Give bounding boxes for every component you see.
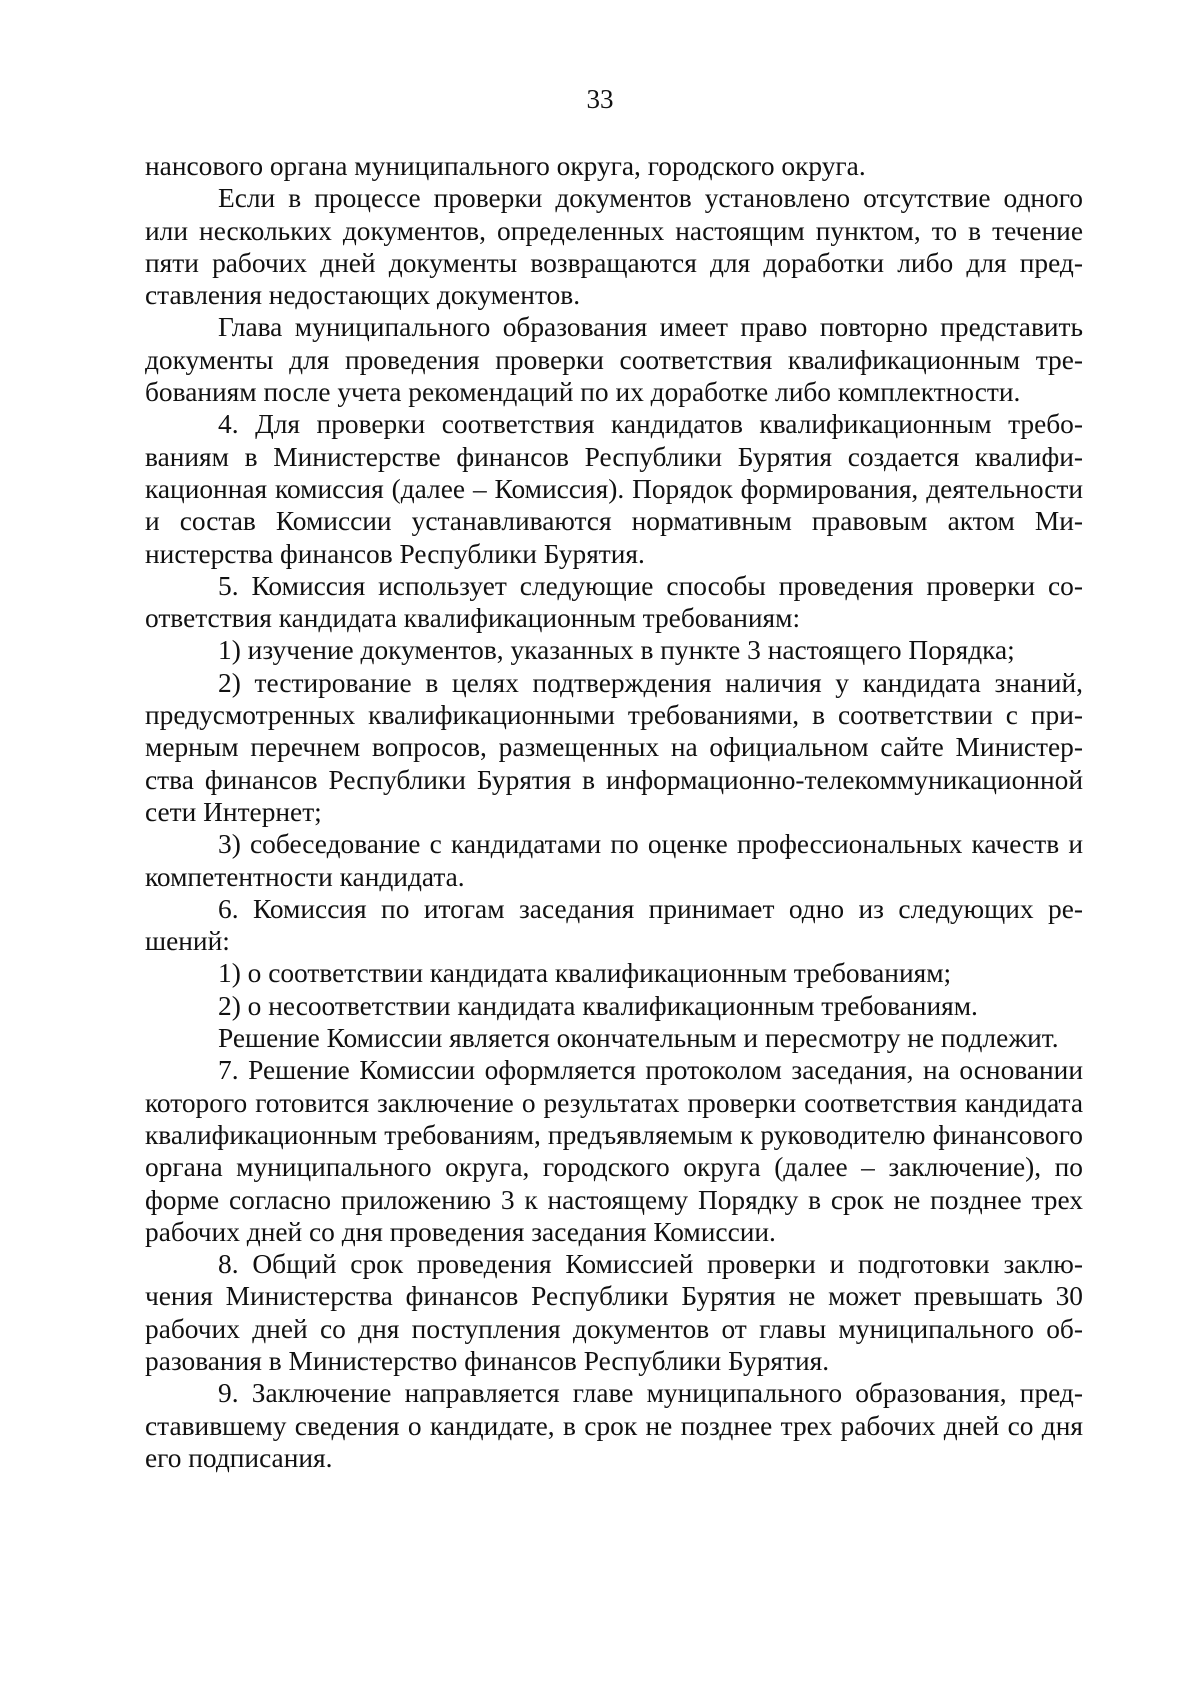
paragraph-item-6: 6. Комиссия по итогам заседания принимает одно из следующих решений: <box>145 893 1083 957</box>
paragraph-item-5-3: 3) собеседование с кандидатами по оценке профессиональных качеств и компетентности кандидата. <box>145 829 1083 892</box>
paragraph-item-7: 7. Решение Комиссии оформляется протоколом заседания, на основании которого готовится заключение о результатах проверки соответствия кандидата квалификационным требованиям, предъявляемым к руководителю финансового органа муниципального округа, городского округа (далее – заключение), по форме согласно приложению 3 к настоящему Порядку в срок не позднее трех рабочих дней со дня проведения заседания Комиссии. <box>145 1055 1083 1247</box>
paragraph-continuation: нансового органа муниципального округа, городского округа. <box>145 151 866 181</box>
paragraph-item-5: 5. Комиссия использует следующие способы проведения проверки соответствия кандидата квалификационным требованиям: <box>145 570 1083 634</box>
paragraph-missing-documents: Если в процессе проверки документов установлено отсутствие одного или нескольких документов, определенных настоящим пунктом, то в течение пяти рабочих дней документы возвращаются для доработки либо для представления недостающих документов. <box>145 183 1083 311</box>
page-number: 33 <box>586 84 614 114</box>
paragraph-resubmission: Глава муниципального образования имеет право повторно представить документы для проведения проверки соответствия квалификационным требованиям после учета рекомендаций по их доработке либо комплектности. <box>145 312 1083 408</box>
paragraph-item-6-2: 2) о несоответствии кандидата квалификационным требованиям. <box>218 990 978 1021</box>
paragraph-item-9: 9. Заключение направляется главе муниципального образования, представившему сведения о кандидате, в срок не позднее трех рабочих дней со дня его подписания. <box>145 1378 1083 1473</box>
paragraph-item-8: 8. Общий срок проведения Комиссией проверки и подготовки заключения Министерства финансов Республики Бурятия не может превышать 30 рабочих дней со дня поступления документов от главы муниципального образования в Министерство финансов Республики Бурятия. <box>145 1249 1083 1376</box>
paragraph-item-6-1: 1) о соответствии кандидата квалификационным требованиям; <box>218 958 952 989</box>
document-body <box>145 150 1083 1474</box>
paragraph-item-5-2: 2) тестирование в целях подтверждения наличия у кандидата знаний, предусмотренных квалификационными требованиями, в соответствии с примерным перечнем вопросов, размещенных на официальном сайте Министерства финансов Республики Бурятия в информационно-телекоммуникационной сети Интернет; <box>145 667 1083 827</box>
paragraph-decision-final: Решение Комиссии является окончательным и пересмотру не подлежит. <box>218 1023 1059 1054</box>
paragraph-item-5-1: 1) изучение документов, указанных в пункте 3 настоящего Порядка; <box>218 635 1015 666</box>
paragraph-item-4: 4. Для проверки соответствия кандидатов квалификационным требованиям в Министерстве финансов Республики Бурятия создается квалификационная комиссия (далее – Комиссия). Порядок формирования, деятельности и состав Комиссии устанавливаются нормативным правовым актом Министерства финансов Республики Бурятия. <box>145 409 1083 569</box>
